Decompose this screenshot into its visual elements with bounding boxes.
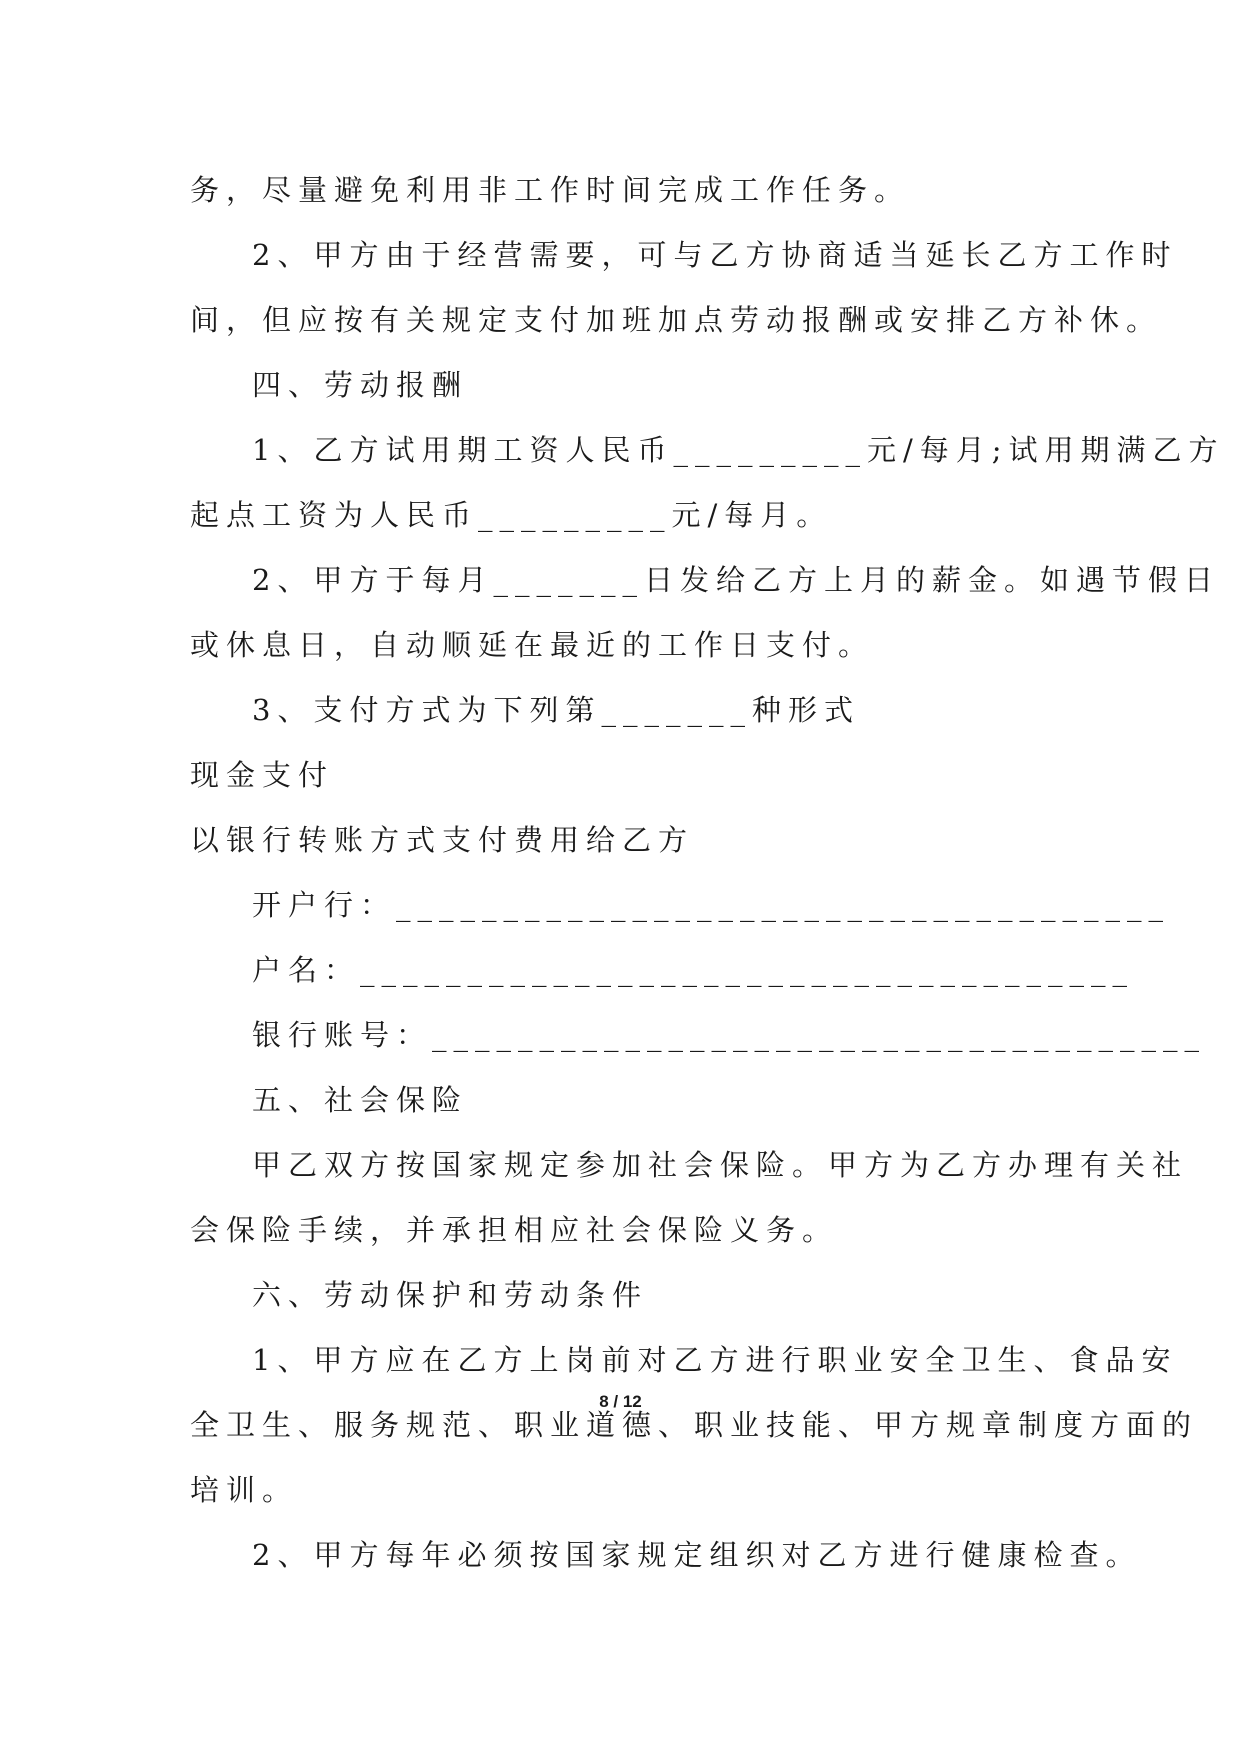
paragraph-line: 现金支付	[190, 758, 335, 792]
page-number: 8 / 12	[599, 1392, 642, 1411]
paragraph-line: 间，但应按有关规定支付加班加点劳动报酬或安排乙方补休。	[190, 303, 1163, 337]
section-heading: 六、劳动保护和劳动条件	[252, 1278, 649, 1312]
paragraph-line: 1、乙方试用期工资人民币_________元/每月;试用期满乙方	[252, 433, 1225, 467]
paragraph-line: 或休息日，自动顺延在最近的工作日支付。	[190, 628, 875, 662]
form-field-account-number: 银行账号：____________________________________	[252, 1018, 1207, 1052]
section-heading: 五、社会保险	[252, 1083, 469, 1117]
paragraph-line: 2、甲方每年必须按国家规定组织对乙方进行健康检查。	[252, 1538, 1142, 1572]
paragraph-line: 3、支付方式为下列第_______种形式	[252, 693, 860, 727]
paragraph-line: 培训。	[190, 1473, 299, 1507]
paragraph-line: 1、甲方应在乙方上岗前对乙方进行职业安全卫生、食品安	[252, 1343, 1178, 1377]
paragraph-line: 甲乙双方按国家规定参加社会保险。甲方为乙方办理有关社	[252, 1148, 1189, 1182]
paragraph-line: 务，尽量避免利用非工作时间完成工作任务。	[190, 173, 911, 207]
paragraph-line: 2、甲方由于经营需要，可与乙方协商适当延长乙方工作时	[252, 238, 1178, 272]
form-field-bank: 开户行：____________________________________	[252, 888, 1171, 922]
paragraph-line: 全卫生、服务规范、职业道德、职业技能、甲方规章制度方面的	[190, 1408, 1199, 1442]
section-heading: 四、劳动报酬	[252, 368, 469, 402]
paragraph-line: 会保险手续，并承担相应社会保险义务。	[190, 1213, 839, 1247]
paragraph-line: 2、甲方于每月_______日发给乙方上月的薪金。如遇节假日	[252, 563, 1220, 597]
form-field-account-name: 户名：____________________________________	[252, 953, 1135, 987]
paragraph-line: 起点工资为人民币_________元/每月。	[190, 498, 833, 532]
document-body	[190, 158, 1225, 1588]
paragraph-line: 以银行转账方式支付费用给乙方	[190, 823, 695, 857]
